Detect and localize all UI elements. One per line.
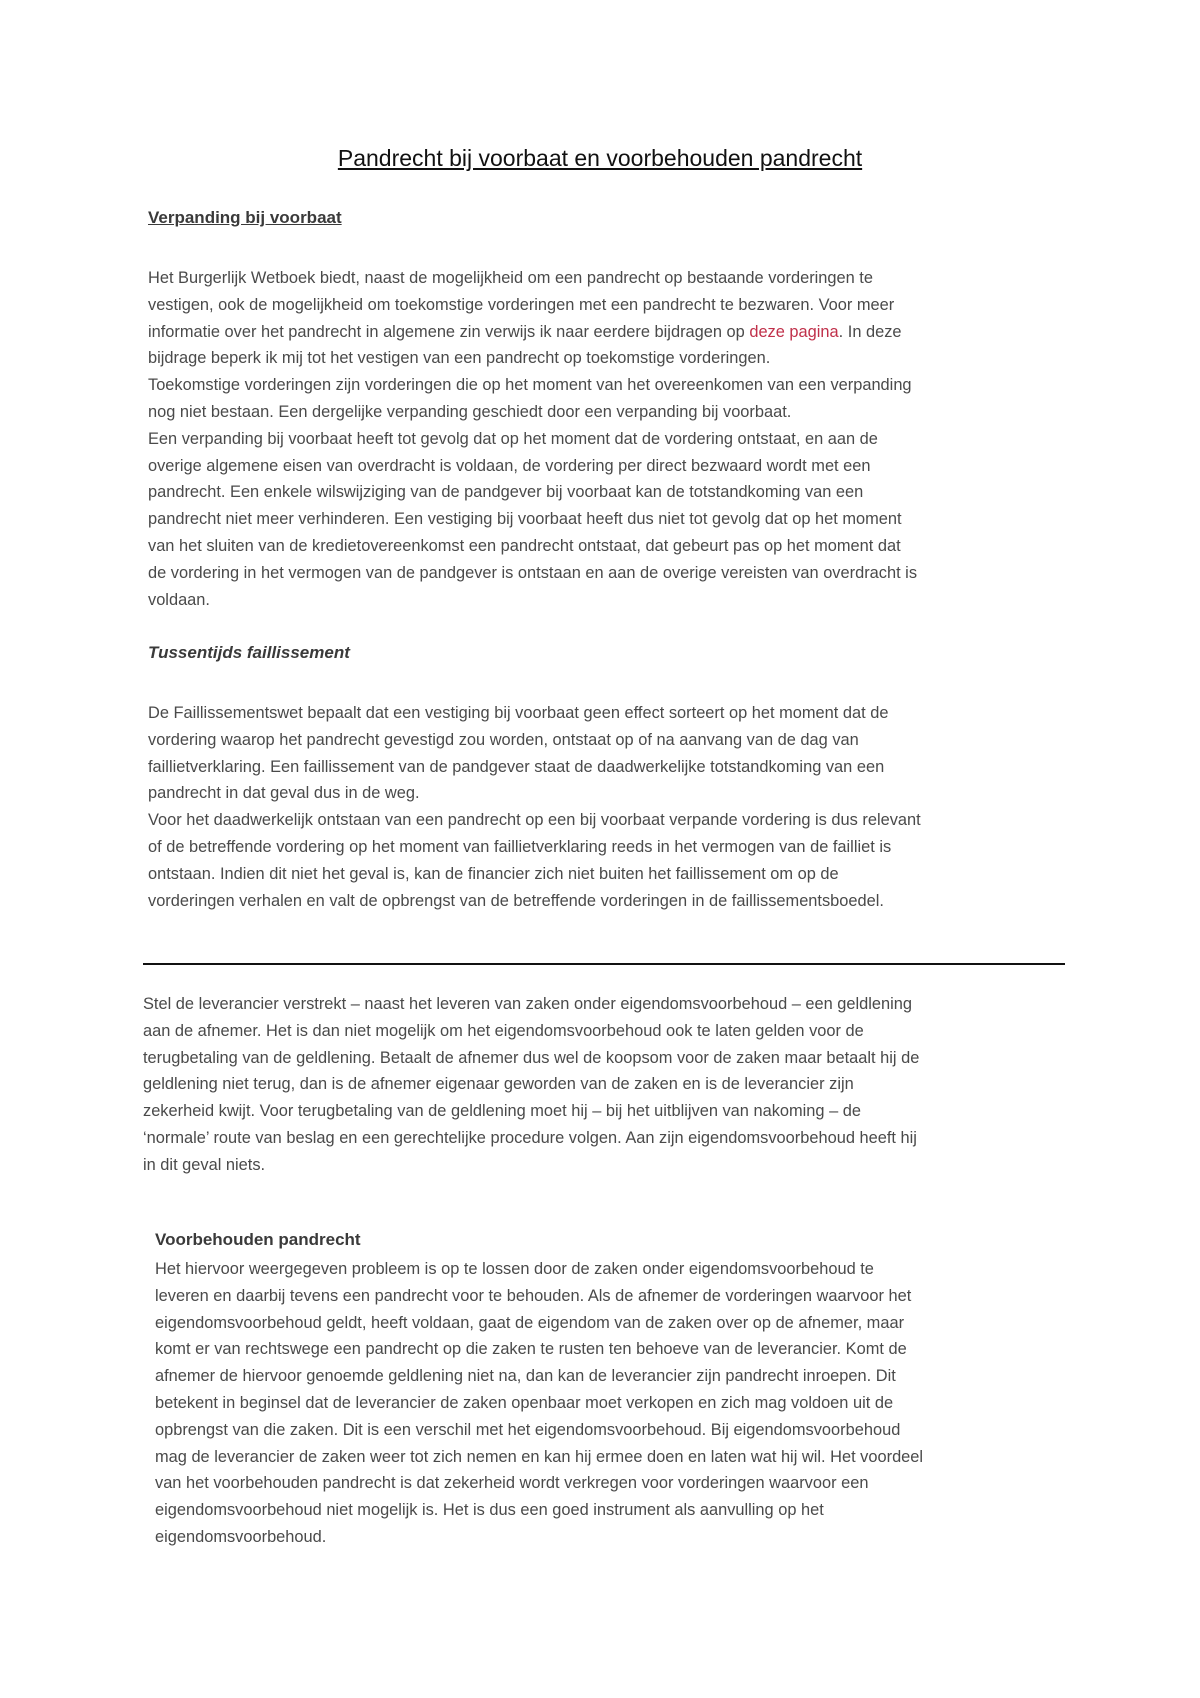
text-line: eigendomsvoorbehoud geldt, heeft voldaan, gaat de eigendom van de zaken over op de afnemer, maar (155, 1313, 905, 1332)
text-line: Toekomstige vorderingen zijn vorderingen die op het moment van het overeenkomen van een verpanding (148, 376, 912, 395)
paragraph-faillissement (148, 700, 921, 914)
text-line: pandrecht. Een enkele wilswijziging van de pandgever bij voorbaat kan de totstandkoming van een (148, 483, 864, 502)
text-segment: informatie over het pandrecht in algemene zin verwijs ik naar eerdere bijdragen op (148, 322, 750, 341)
paragraph-voorbehouden-pandrecht (155, 1256, 923, 1551)
text-line: van het voorbehouden pandrecht is dat zekerheid wordt verkregen voor vorderingen waarvoor een (155, 1474, 869, 1493)
text-line: Het Burgerlijk Wetboek biedt, naast de mogelijkheid om een pandrecht op bestaande vorderingen te (148, 269, 873, 287)
text-line: Voor het daadwerkelijk ontstaan van een pandrecht op een bij voorbaat verpande vordering is dus relevant (148, 811, 921, 830)
text-line: overige algemene eisen van overdracht is voldaan, de vordering per direct bezwaard wordt met een (148, 456, 871, 475)
text-line: komt er van rechtswege een pandrecht op die zaken te rusten ten behoeve van de leverancier. Komt de (155, 1340, 907, 1359)
text-line: zekerheid kwijt. Voor terugbetaling van de geldlening moet hij – bij het uitblijven van nakoming – de (143, 1102, 861, 1121)
text-line: vestigen, ook de mogelijkheid om toekomstige vorderingen met een pandrecht te bezwaren. Voor meer (148, 295, 895, 314)
text-line: Het hiervoor weergegeven probleem is op te lossen door de zaken onder eigendomsvoorbehoud te (155, 1260, 874, 1278)
text-segment: . In deze (838, 322, 902, 341)
text-line: afnemer de hiervoor genoemde geldlening niet na, dan kan de leverancier zijn pandrecht inroepen. Dit (155, 1367, 896, 1386)
heading-tussentijds-faillissement: Tussentijds faillissement (148, 643, 350, 662)
paragraph-geldlening (143, 991, 919, 1179)
text-line: ‘normale’ route van beslag en een gerechtelijke procedure volgen. Aan zijn eigendomsvoorbehoud heeft hij (143, 1128, 917, 1147)
text-line: nog niet bestaan. Een dergelijke verpanding geschiedt door een verpanding bij voorbaat. (148, 402, 792, 421)
document-title: Pandrecht bij voorbaat en voorbehouden pandrecht (337, 145, 863, 171)
text-line: bijdrage beperk ik mij tot het vestigen van een pandrecht op toekomstige vorderingen. (148, 349, 771, 368)
text-line: mag de leverancier de zaken weer tot zich nemen en kan hij ermee doen en laten wat hij wil. Het voordeel (155, 1447, 924, 1466)
deze-pagina-link[interactable]: deze pagina (749, 322, 839, 341)
text-line: geldlening niet terug, dan is de afnemer eigenaar geworden van de zaken en is de leverancier zijn (143, 1075, 854, 1094)
heading-verpanding-bij-voorbaat: Verpanding bij voorbaat (148, 208, 342, 227)
text-line: opbrengst van die zaken. Dit is een verschil met het eigendomsvoorbehoud. Bij eigendomsvoorbehoud (155, 1420, 901, 1439)
text-line: faillietverklaring. Een faillissement van de pandgever staat de daadwerkelijke totstandkoming van een (148, 757, 885, 776)
heading-voorbehouden-pandrecht: Voorbehouden pandrecht (155, 1230, 361, 1249)
text-line: Een verpanding bij voorbaat heeft tot gevolg dat op het moment dat de vordering ontstaat, en aan de (148, 429, 878, 448)
text-line: aan de afnemer. Het is dan niet mogelijk om het eigendomsvoorbehoud ook te laten gelden voor de (143, 1021, 864, 1040)
text-line (148, 319, 917, 346)
text-line: ontstaan. Indien dit niet het geval is, kan de financier zich niet buiten het faillissement om op de (148, 864, 839, 883)
text-line: betekent in beginsel dat de leverancier de zaken openbaar moet verkopen en zich mag voldoen uit de (155, 1393, 894, 1412)
text-line: in dit geval niets. (143, 1155, 266, 1174)
text-line: De Faillissementswet bepaalt dat een vestiging bij voorbaat geen effect sorteert op het moment dat de (148, 704, 889, 722)
text-line: de vordering in het vermogen van de pandgever is ontstaan en aan de overige vereisten van overdracht is (148, 563, 918, 582)
text-line: of de betreffende vordering op het moment van faillietverklaring reeds in het vermogen van de failliet is (148, 837, 892, 856)
horizontal-divider (143, 963, 1065, 965)
text-line: eigendomsvoorbehoud. (155, 1527, 327, 1546)
text-line: van het sluiten van de kredietovereenkomst een pandrecht ontstaat, dat gebeurt pas op het moment dat (148, 536, 901, 555)
text-line: eigendomsvoorbehoud niet mogelijk is. Het is dus een goed instrument als aanvulling op het (155, 1501, 824, 1520)
text-line: pandrecht in dat geval dus in de weg. (148, 784, 420, 803)
text-line: leveren en daarbij tevens een pandrecht voor te behouden. Als de afnemer de vorderingen waarvoor het (155, 1286, 912, 1305)
text-line: vorderingen verhalen en valt de opbrengst van de betreffende vorderingen in de faillissementsboedel. (148, 891, 884, 910)
text-line: vordering waarop het pandrecht gevestigd zou worden, ontstaat op of na aanvang van de dag van (148, 730, 859, 749)
text-line: pandrecht niet meer verhinderen. Een vestiging bij voorbaat heeft dus niet tot gevolg dat op het moment (148, 510, 902, 529)
text-line: voldaan. (148, 590, 210, 609)
paragraph-verpanding (148, 265, 917, 613)
text-line: Stel de leverancier verstrekt – naast het leveren van zaken onder eigendomsvoorbehoud – een geldlening (143, 995, 913, 1013)
text-line: terugbetaling van de geldlening. Betaalt de afnemer dus wel de koopsom voor de zaken maar betaalt hij de (143, 1048, 920, 1067)
